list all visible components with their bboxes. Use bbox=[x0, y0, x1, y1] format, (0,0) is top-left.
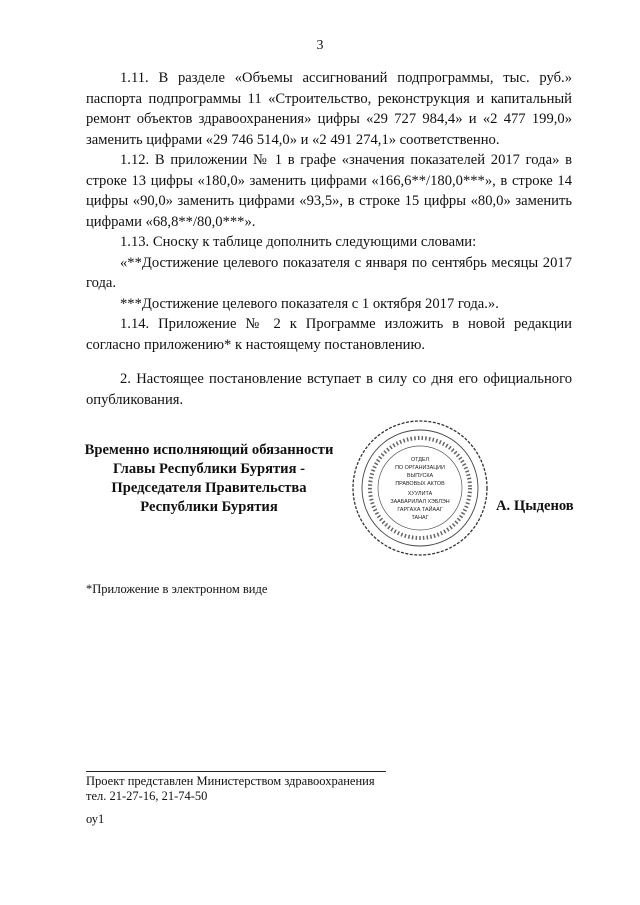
seal-line: ПО ОРГАНИЗАЦИИ bbox=[395, 465, 445, 471]
official-seal bbox=[350, 418, 490, 558]
footnote-addition-2: ***Достижение целевого показателя с 1 октября 2017 года.». bbox=[120, 295, 499, 312]
signatory-position bbox=[78, 441, 340, 517]
signatory-name: А. Цыденов bbox=[496, 498, 574, 514]
footer-line-2: тел. 21-27-16, 21-74-50 bbox=[86, 789, 208, 803]
signatory-line: Председателя Правительства bbox=[111, 480, 307, 496]
footer-code: оу1 bbox=[86, 812, 105, 826]
footnote-addition-1: «**Достижение целевого показателя с января по сентябрь месяцы 2017 года. bbox=[86, 254, 572, 291]
paragraph-1-12: 1.12. В приложении № 1 в графе «значения показателей 2017 года» в строке 13 цифры «180,0» заменить цифрами «166,6**/180,0***», в строке 14 цифры «90,0» заменить цифрами «93,5», в строке 15 цифры «80,0» заменить цифрами «68,8**/80,0***». bbox=[86, 152, 572, 230]
seal-line: ВЫПУСКА bbox=[406, 473, 434, 479]
paragraph-1-13: 1.13. Сноску к таблице дополнить следующими словами: bbox=[120, 234, 477, 250]
paragraph-1-11: 1.11. В разделе «Объемы ассигнований подпрограммы, тыс. руб.» паспорта подпрограммы 11 «Строительство, реконструкция и капитальный ремонт объектов здравоохранения» цифры «29 727 984,4» и «2 477 199,0» заменить цифрами «29 746 514,0» и «2 491 274,1» соответственно. bbox=[86, 70, 572, 148]
signatory-line: Главы Республики Бурятия - bbox=[113, 461, 305, 477]
seal-line: ТАНАГ bbox=[411, 515, 429, 521]
signatory-line: Республики Бурятия bbox=[140, 499, 278, 515]
footer-line-1: Проект представлен Министерством здравоохранения bbox=[86, 774, 375, 788]
signatory-line: Временно исполняющий обязанности bbox=[84, 442, 334, 458]
seal-line: ГАРГАХА ТАЙААГ bbox=[397, 507, 443, 513]
seal-line: ХУУЛИТА bbox=[407, 491, 433, 497]
seal-line: ПРАВОВЫХ АКТОВ bbox=[395, 481, 445, 487]
seal-line: ОТДЕЛ bbox=[410, 457, 430, 463]
paragraph-2: 2. Настоящее постановление вступает в силу со дня его официального опубликования. bbox=[86, 371, 572, 408]
footer-info bbox=[86, 774, 375, 804]
footer-divider bbox=[86, 771, 386, 772]
footnote: *Приложение в электронном виде bbox=[86, 582, 268, 596]
document-body bbox=[86, 68, 572, 410]
seal-line: ЗААБАРИЛАЛ ХЭБЛЭН bbox=[390, 499, 450, 505]
page-number: 3 bbox=[316, 38, 324, 53]
paragraph-1-14: 1.14. Приложение № 2 к Программе изложить в новой редакции согласно приложению* к настоящему постановлению. bbox=[86, 316, 572, 353]
